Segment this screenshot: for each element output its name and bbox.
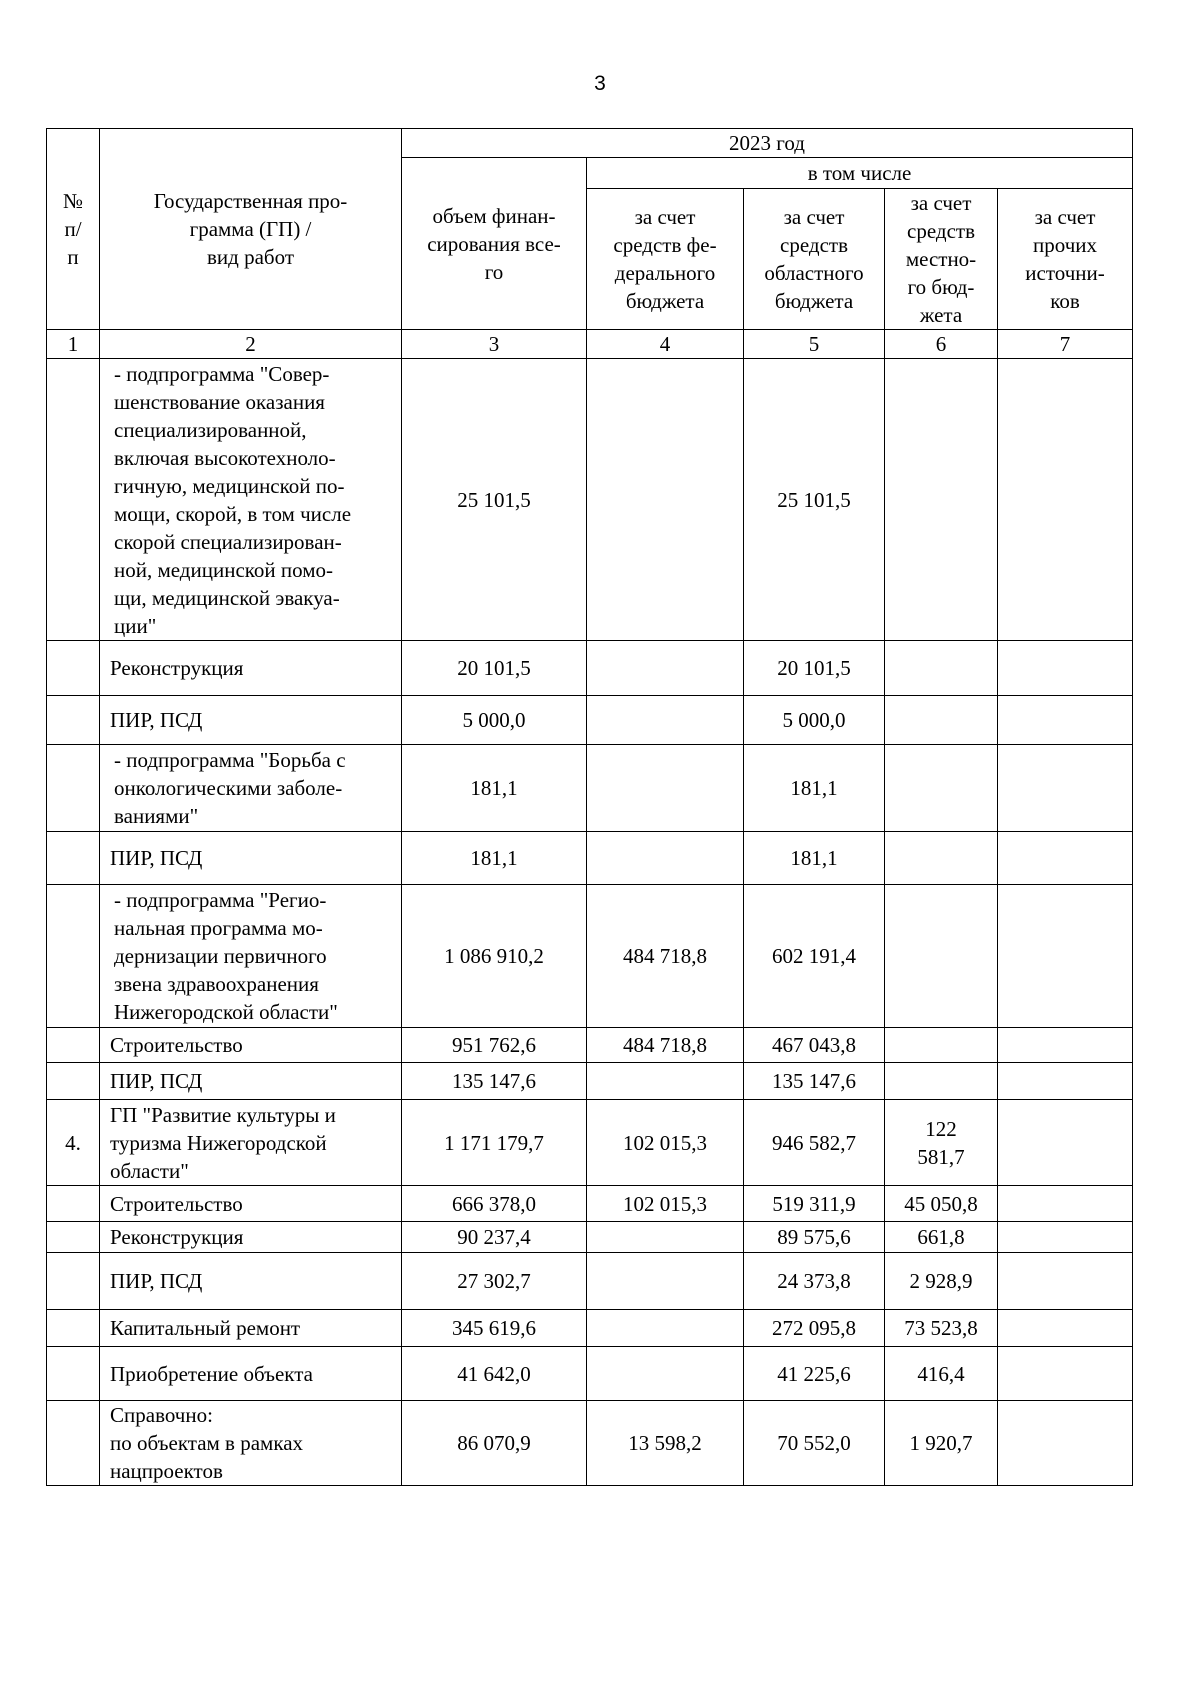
- row-total: 666 378,0: [402, 1186, 587, 1222]
- row-name: Справочно: по объектам в рамках нацпроектов: [100, 1401, 402, 1486]
- row-total: 345 619,6: [402, 1310, 587, 1347]
- row-num: [47, 1401, 100, 1486]
- table-row: [47, 1253, 1133, 1310]
- row-other: [998, 641, 1133, 696]
- row-num: [47, 1310, 100, 1347]
- row-num: 4.: [47, 1100, 100, 1186]
- row-federal: [587, 696, 744, 745]
- row-name: Реконструкция: [100, 1222, 402, 1253]
- row-other: [998, 1028, 1133, 1063]
- row-federal: [587, 359, 744, 641]
- row-regional: 25 101,5: [744, 359, 885, 641]
- row-other: [998, 1347, 1133, 1401]
- table-row: [47, 641, 1133, 696]
- row-name: Строительство: [100, 1028, 402, 1063]
- row-name: - подпрограмма "Борьба с онкологическими заболе- ваниями": [100, 745, 402, 832]
- row-name: - подпрограмма "Регио- нальная программа мо- дернизации первичного звена здравоохранения Нижегородской области": [100, 885, 402, 1028]
- row-name: Приобретение объекта: [100, 1347, 402, 1401]
- row-federal: [587, 745, 744, 832]
- row-regional: 946 582,7: [744, 1100, 885, 1186]
- row-local: [885, 641, 998, 696]
- row-name: ПИР, ПСД: [100, 1063, 402, 1100]
- row-num: [47, 1347, 100, 1401]
- row-num: [47, 696, 100, 745]
- row-total: 135 147,6: [402, 1063, 587, 1100]
- row-name: ПИР, ПСД: [100, 696, 402, 745]
- header-including: в том числе: [587, 158, 1133, 189]
- row-local: 2 928,9: [885, 1253, 998, 1310]
- row-total: 1 171 179,7: [402, 1100, 587, 1186]
- row-federal: 484 718,8: [587, 1028, 744, 1063]
- row-federal: [587, 1063, 744, 1100]
- row-federal: [587, 832, 744, 885]
- row-federal: [587, 1222, 744, 1253]
- row-num: [47, 359, 100, 641]
- row-num: [47, 1063, 100, 1100]
- row-total: 86 070,9: [402, 1401, 587, 1486]
- row-total: 41 642,0: [402, 1347, 587, 1401]
- row-federal: [587, 1310, 744, 1347]
- table-row: [47, 359, 1133, 641]
- row-local: [885, 885, 998, 1028]
- row-name: ПИР, ПСД: [100, 832, 402, 885]
- row-federal: [587, 1347, 744, 1401]
- column-number: 5: [744, 330, 885, 359]
- row-local: [885, 696, 998, 745]
- row-local: [885, 832, 998, 885]
- table-row: [47, 1186, 1133, 1222]
- header-col-total: объем финан- сирования все- го: [402, 158, 587, 330]
- table-row: [47, 1063, 1133, 1100]
- row-other: [998, 832, 1133, 885]
- row-total: 5 000,0: [402, 696, 587, 745]
- row-regional: 272 095,8: [744, 1310, 885, 1347]
- column-number-row: [47, 330, 1133, 359]
- row-num: [47, 1222, 100, 1253]
- row-other: [998, 696, 1133, 745]
- row-num: [47, 832, 100, 885]
- row-total: 181,1: [402, 832, 587, 885]
- row-other: [998, 885, 1133, 1028]
- header-col-local: за счет средств местно- го бюд- жета: [885, 189, 998, 330]
- column-number: 7: [998, 330, 1133, 359]
- row-regional: 467 043,8: [744, 1028, 885, 1063]
- row-name: ПИР, ПСД: [100, 1253, 402, 1310]
- row-regional: 70 552,0: [744, 1401, 885, 1486]
- row-total: 20 101,5: [402, 641, 587, 696]
- row-local: [885, 1063, 998, 1100]
- row-name: ГП "Развитие культуры и туризма Нижегородской области": [100, 1100, 402, 1186]
- row-name: Капитальный ремонт: [100, 1310, 402, 1347]
- row-name: Строительство: [100, 1186, 402, 1222]
- row-local: 73 523,8: [885, 1310, 998, 1347]
- row-other: [998, 1063, 1133, 1100]
- column-number: 3: [402, 330, 587, 359]
- row-total: 951 762,6: [402, 1028, 587, 1063]
- row-regional: 41 225,6: [744, 1347, 885, 1401]
- row-regional: 181,1: [744, 832, 885, 885]
- row-other: [998, 1222, 1133, 1253]
- header-col-regional: за счет средств областного бюджета: [744, 189, 885, 330]
- row-federal: 484 718,8: [587, 885, 744, 1028]
- row-local: 1 920,7: [885, 1401, 998, 1486]
- row-regional: 135 147,6: [744, 1063, 885, 1100]
- row-name: - подпрограмма "Совер- шенствование оказания специализированной, включая высокотехноло- гичную, медицинской по- мощи, скорой, в том числе скорой специализирован- ной, медицинской помо- щи, медицинской эвакуа- ции": [100, 359, 402, 641]
- row-other: [998, 745, 1133, 832]
- page-number: 3: [594, 72, 606, 95]
- header-col-other: за счет прочих источни- ков: [998, 189, 1133, 330]
- row-other: [998, 1401, 1133, 1486]
- table-row: [47, 1401, 1133, 1486]
- table-row: [47, 1347, 1133, 1401]
- row-other: [998, 1186, 1133, 1222]
- row-local: [885, 1028, 998, 1063]
- table-row: [47, 885, 1133, 1028]
- row-other: [998, 1100, 1133, 1186]
- table-row: [47, 696, 1133, 745]
- table-row: [47, 1222, 1133, 1253]
- row-total: 25 101,5: [402, 359, 587, 641]
- row-regional: 519 311,9: [744, 1186, 885, 1222]
- row-federal: 102 015,3: [587, 1100, 744, 1186]
- row-other: [998, 1310, 1133, 1347]
- row-local: 122 581,7: [885, 1100, 998, 1186]
- row-federal: [587, 641, 744, 696]
- row-num: [47, 1186, 100, 1222]
- header-col-num: № п/ п: [47, 129, 100, 330]
- column-number: 1: [47, 330, 100, 359]
- row-num: [47, 745, 100, 832]
- row-local: [885, 745, 998, 832]
- header-year: 2023 год: [402, 129, 1133, 158]
- row-local: 45 050,8: [885, 1186, 998, 1222]
- column-number: 4: [587, 330, 744, 359]
- row-federal: 13 598,2: [587, 1401, 744, 1486]
- row-num: [47, 1253, 100, 1310]
- row-regional: 20 101,5: [744, 641, 885, 696]
- row-local: [885, 359, 998, 641]
- table-row: [47, 832, 1133, 885]
- column-number: 2: [100, 330, 402, 359]
- column-number: 6: [885, 330, 998, 359]
- row-name: Реконструкция: [100, 641, 402, 696]
- row-num: [47, 1028, 100, 1063]
- row-local: 416,4: [885, 1347, 998, 1401]
- budget-table: [46, 128, 1133, 1486]
- row-num: [47, 641, 100, 696]
- row-other: [998, 1253, 1133, 1310]
- table-row: [47, 745, 1133, 832]
- header-col-federal: за счет средств фе- дерального бюджета: [587, 189, 744, 330]
- row-total: 1 086 910,2: [402, 885, 587, 1028]
- row-regional: 5 000,0: [744, 696, 885, 745]
- row-total: 181,1: [402, 745, 587, 832]
- table-row: [47, 1100, 1133, 1186]
- row-regional: 602 191,4: [744, 885, 885, 1028]
- header-col-program: Государственная про- грамма (ГП) / вид работ: [100, 129, 402, 330]
- row-other: [998, 359, 1133, 641]
- row-total: 90 237,4: [402, 1222, 587, 1253]
- table-row: [47, 1028, 1133, 1063]
- row-regional: 89 575,6: [744, 1222, 885, 1253]
- row-federal: [587, 1253, 744, 1310]
- row-federal: 102 015,3: [587, 1186, 744, 1222]
- row-local: 661,8: [885, 1222, 998, 1253]
- row-regional: 181,1: [744, 745, 885, 832]
- row-num: [47, 885, 100, 1028]
- row-regional: 24 373,8: [744, 1253, 885, 1310]
- table-row: [47, 1310, 1133, 1347]
- row-total: 27 302,7: [402, 1253, 587, 1310]
